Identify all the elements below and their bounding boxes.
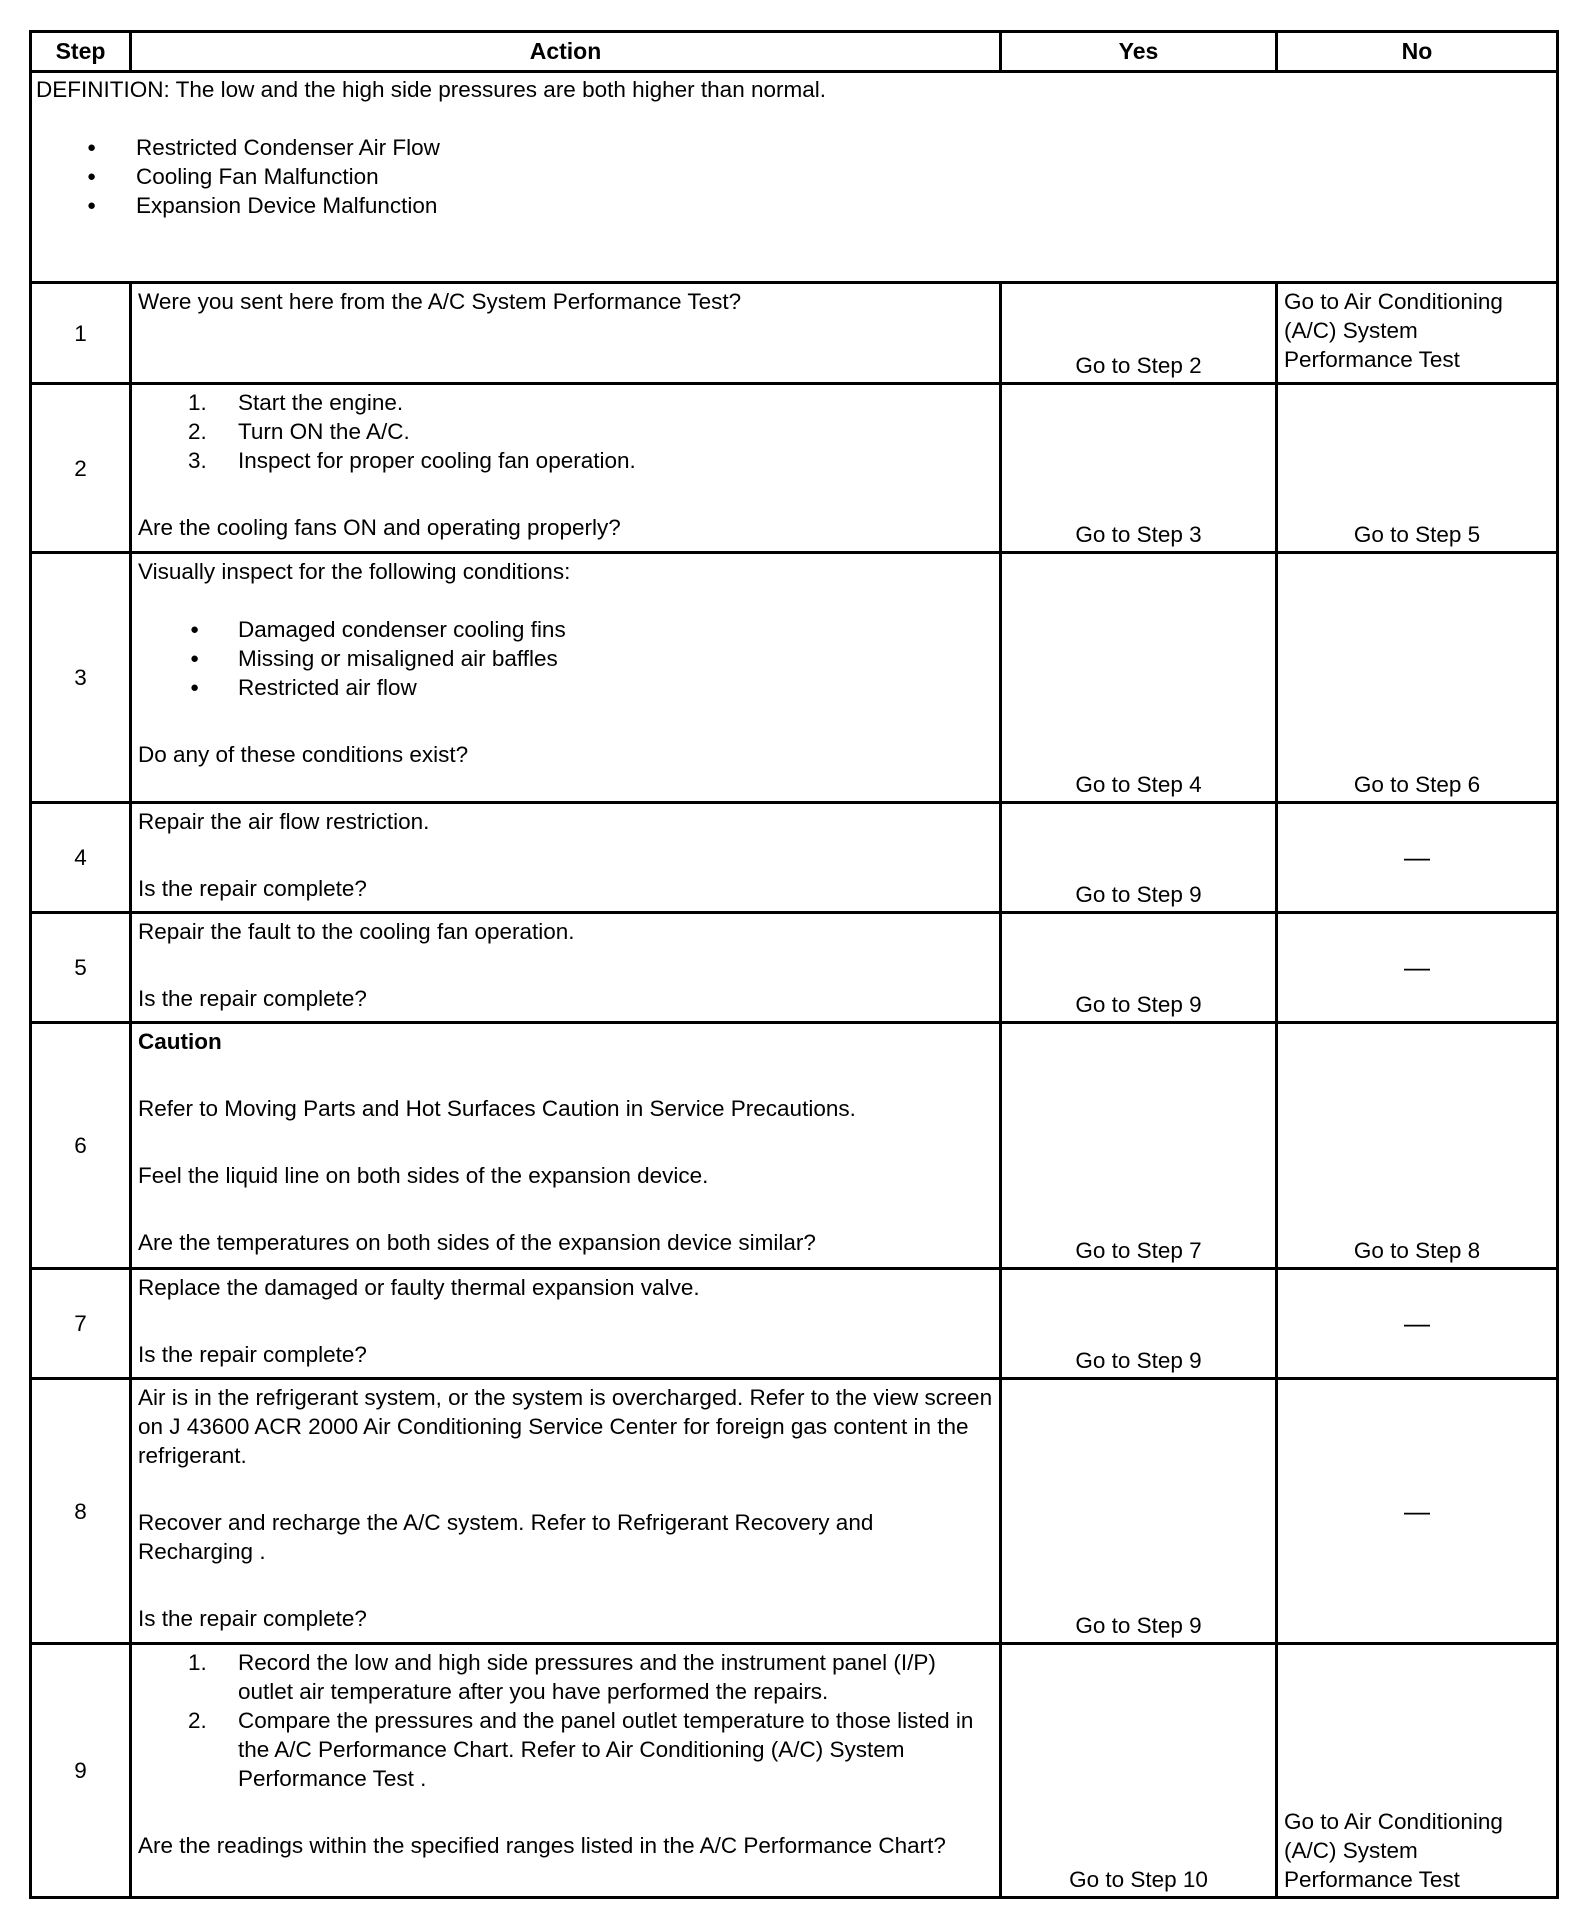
action-cell [131, 1023, 1001, 1269]
step-row-3 [31, 553, 1558, 803]
definition-bullet: ● Restricted Condenser Air Flow [36, 133, 1552, 162]
no-cell: Go to Step 8 [1277, 1023, 1558, 1269]
step-question: Are the readings within the specified ranges listed in the A/C Performance Chart? [138, 1833, 946, 1858]
step-row-6 [31, 1023, 1558, 1269]
no-cell: Go to Air Conditioning (A/C) System Performance Test [1277, 1644, 1558, 1898]
spacer [138, 1566, 993, 1604]
yes-cell: Go to Step 2 [1001, 283, 1277, 384]
step-number: 9 [31, 1644, 131, 1898]
condition-bullet: ● Restricted air flow [138, 673, 993, 702]
step-numbered-list [138, 1648, 993, 1793]
step-action: Replace the damaged or faulty thermal expansion valve. [138, 1275, 700, 1300]
step-question: Is the repair complete? [138, 1342, 367, 1367]
no-cell: — [1277, 913, 1558, 1023]
step-row-5 [31, 913, 1558, 1023]
diagnostic-table [29, 30, 1559, 1899]
step-number: 7 [31, 1269, 131, 1379]
step-number: 2 [31, 384, 131, 553]
condition-bullet: ● Damaged condenser cooling fins [138, 615, 993, 644]
item-number: 2. [188, 1708, 207, 1733]
header-row [31, 32, 1558, 72]
action-cell [131, 913, 1001, 1023]
spacer [138, 1056, 993, 1094]
header-step: Step [31, 32, 131, 72]
condition-bullets [138, 615, 993, 702]
step-number: 6 [31, 1023, 131, 1269]
action-cell [131, 384, 1001, 553]
definition-text: DEFINITION: The low and the high side pressures are both higher than normal. [36, 77, 826, 102]
step-row-1 [31, 283, 1558, 384]
step-numbered-list [138, 388, 993, 475]
step-number: 8 [31, 1379, 131, 1644]
item-number: 1. [188, 1650, 207, 1675]
step-intro: Visually inspect for the following conditions: [138, 559, 571, 584]
yes-cell: Go to Step 3 [1001, 384, 1277, 553]
no-cell: — [1277, 1269, 1558, 1379]
action-cell [131, 1644, 1001, 1898]
step-question: Do any of these conditions exist? [138, 742, 469, 767]
definition-bullet: ● Cooling Fan Malfunction [36, 162, 1552, 191]
item-text: Record the low and high side pressures and the instrument panel (I/P) outlet air temperature after you have performed the repairs. [238, 1650, 936, 1704]
action-cell [131, 553, 1001, 803]
yes-cell: Go to Step 9 [1001, 1269, 1277, 1379]
step-number: 3 [31, 553, 131, 803]
step-question: Is the repair complete? [138, 876, 367, 901]
spacer [138, 1123, 993, 1161]
yes-cell: Go to Step 10 [1001, 1644, 1277, 1898]
yes-cell: Go to Step 7 [1001, 1023, 1277, 1269]
step-row-4 [31, 803, 1558, 913]
header-yes: Yes [1001, 32, 1277, 72]
item-number: 3. [188, 448, 207, 473]
list-item [138, 417, 993, 446]
list-item [138, 388, 993, 417]
spacer [138, 1302, 993, 1340]
step-row-9 [31, 1644, 1558, 1898]
step-action: Feel the liquid line on both sides of the expansion device. [138, 1163, 709, 1188]
spacer [138, 702, 993, 740]
step-action: Repair the air flow restriction. [138, 809, 430, 834]
step-question: Is the repair complete? [138, 986, 367, 1011]
condition-bullet: ● Missing or misaligned air baffles [138, 644, 993, 673]
yes-cell: Go to Step 4 [1001, 553, 1277, 803]
definition-bullet: ● Expansion Device Malfunction [36, 191, 1552, 220]
no-cell: — [1277, 803, 1558, 913]
no-cell: Go to Air Conditioning (A/C) System Performance Test [1277, 283, 1558, 384]
header-no: No [1277, 32, 1558, 72]
list-item [138, 1648, 993, 1706]
list-item [138, 1706, 993, 1793]
spacer [138, 946, 993, 984]
item-text: Turn ON the A/C. [238, 419, 410, 444]
step-row-2 [31, 384, 1558, 553]
action-cell [131, 283, 1001, 384]
step-row-7 [31, 1269, 1558, 1379]
definition-row [31, 72, 1558, 283]
spacer [138, 1190, 993, 1228]
step-number: 4 [31, 803, 131, 913]
step-number: 1 [31, 283, 131, 384]
caution-text: Refer to Moving Parts and Hot Surfaces Caution in Service Precautions. [138, 1096, 856, 1121]
item-text: Inspect for proper cooling fan operation. [238, 448, 636, 473]
diagnostic-document [29, 30, 1559, 1899]
item-text: Start the engine. [238, 390, 404, 415]
no-cell: Go to Step 5 [1277, 384, 1558, 553]
action-cell [131, 1379, 1001, 1644]
step-question: Are the temperatures on both sides of the expansion device similar? [138, 1230, 816, 1255]
spacer [138, 836, 993, 874]
definition-bullets [36, 133, 1552, 220]
action-cell [131, 803, 1001, 913]
step-action: Repair the fault to the cooling fan operation. [138, 919, 575, 944]
spacer [138, 475, 993, 513]
no-cell: Go to Step 6 [1277, 553, 1558, 803]
item-text: Compare the pressures and the panel outlet temperature to those listed in the A/C Performance Chart. Refer to Air Conditioning (A/C) System Performance Test . [238, 1708, 974, 1791]
step-question: Are the cooling fans ON and operating properly? [138, 515, 621, 540]
step-row-8 [31, 1379, 1558, 1644]
caution-title: Caution [138, 1029, 222, 1054]
item-number: 1. [188, 390, 207, 415]
item-number: 2. [188, 419, 207, 444]
step-question: Is the repair complete? [138, 1606, 367, 1631]
no-cell: — [1277, 1379, 1558, 1644]
yes-cell: Go to Step 9 [1001, 1379, 1277, 1644]
step-question: Were you sent here from the A/C System Performance Test? [138, 289, 742, 314]
list-item [138, 446, 993, 475]
spacer [138, 1793, 993, 1831]
definition-cell [31, 72, 1558, 283]
header-action: Action [131, 32, 1001, 72]
step-paragraph: Air is in the refrigerant system, or the system is overcharged. Refer to the view screen on J 43600 ACR 2000 Air Conditioning Service Center for foreign gas content in the refrigerant. [138, 1385, 993, 1468]
spacer [138, 1470, 993, 1508]
yes-cell: Go to Step 9 [1001, 913, 1277, 1023]
yes-cell: Go to Step 9 [1001, 803, 1277, 913]
action-cell [131, 1269, 1001, 1379]
step-paragraph: Recover and recharge the A/C system. Refer to Refrigerant Recovery and Recharging . [138, 1510, 874, 1564]
step-number: 5 [31, 913, 131, 1023]
